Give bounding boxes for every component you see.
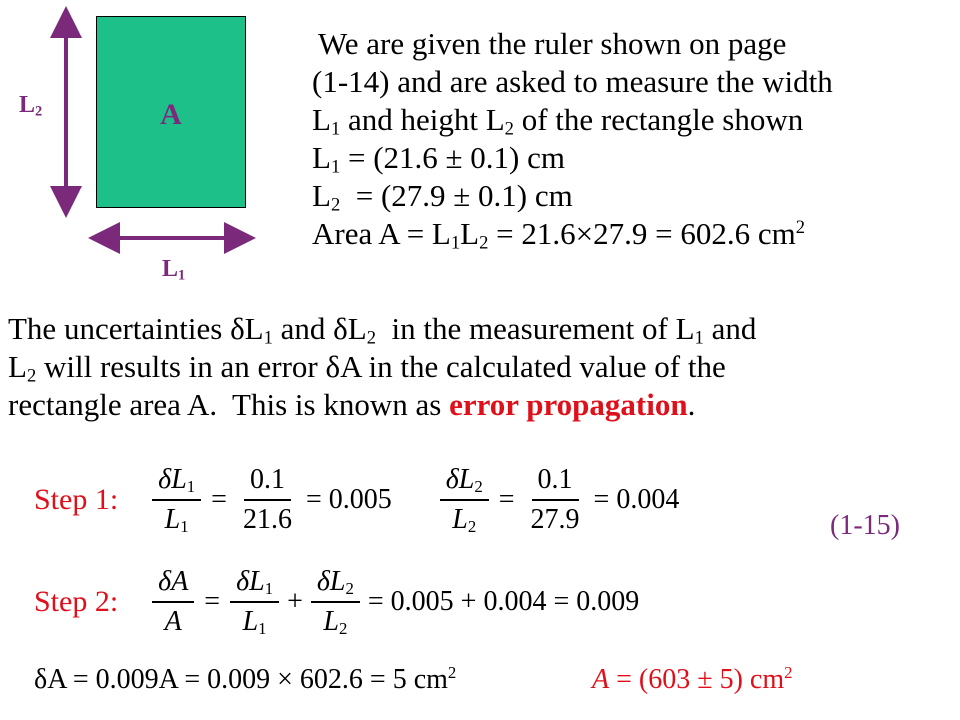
- uncertainty-line-1: The uncertainties $\delta L_1$ and $\delta L_2$ in the measurement of $L_1$ and: [8, 311, 757, 349]
- intro-line-2: (1-14) and are asked to measure the width: [312, 64, 833, 99]
- step-1-result-a: = 0.005: [305, 484, 392, 515]
- rectangle-label: A: [160, 98, 182, 131]
- uncertainty-paragraph: [8, 310, 756, 424]
- area-calculation: Area $A = L_1L_2 = 21.6\times 27.9 = 602.6$ $cm^2$: [312, 216, 806, 254]
- equation-number: (1-15): [830, 510, 900, 541]
- step-2-term-2: $\frac{\delta L2}{L2}$: [311, 566, 360, 638]
- step-1-result-b: = 0.004: [593, 484, 680, 515]
- height-label: $L_2$: [19, 92, 43, 120]
- da-over-a: $\frac{\delta A}{A}$: [152, 566, 194, 638]
- error-propagation-term: error propagation: [449, 387, 688, 422]
- dl2-over-l2: $\frac{\delta L2}{L2}$: [440, 464, 489, 536]
- step-1-fraction-b: $\frac{0.1}{27.9}$: [530, 464, 580, 535]
- uncertainty-line-3: rectangle area A. This is known as error propagation.: [8, 387, 696, 422]
- step-2-equation: Step 2: $\frac{\delta A}{A}$ = $\frac{\delta L1}{L1}$ + $\frac{\delta L2}{L2}$ = 0.005 + 0.004 = 0.009: [34, 566, 640, 639]
- l1-measurement: $L_1 = (21.6 \pm 0.1)$ cm: [312, 140, 565, 178]
- intro-text: [312, 25, 833, 253]
- l2-measurement: $L_2 = (27.9 \pm 0.1)$ cm: [312, 178, 573, 216]
- uncertainty-line-2: $L_2$ will results in an error δA in the calculated value of the: [8, 349, 726, 387]
- step-2-term-1: $\frac{\delta L1}{L1}$: [230, 566, 279, 638]
- intro-line-3: $L_1$ and height $L_2$ of the rectangle shown: [312, 102, 804, 140]
- step-2-result: = 0.005 + 0.004 = 0.009: [367, 586, 640, 617]
- step-2-label: Step 2:: [34, 585, 119, 618]
- step-1-fraction-a: $\frac{0.1}{21.6}$: [242, 464, 292, 535]
- step-1-equation: Step 1: $\frac{\delta L1}{L1}$ = $\frac{0.1}{21.6}$ = 0.005 $\frac{\delta L2}{L2}$ = $\frac{0.1}{27.9}$ = 0.004: [34, 464, 680, 537]
- final-equation: δA = 0.009A = 0.009 × 602.6 = 5 $cm^2$: [34, 662, 457, 695]
- intro-line-1: We are given the ruler shown on page: [318, 26, 787, 61]
- width-label: $L_1$: [162, 256, 186, 284]
- step-1-label: Step 1:: [34, 483, 119, 516]
- final-answer: A = (603 ± 5) $cm^2$: [592, 662, 793, 695]
- dl1-over-l1: $\frac{\delta L1}{L1}$: [152, 464, 201, 536]
